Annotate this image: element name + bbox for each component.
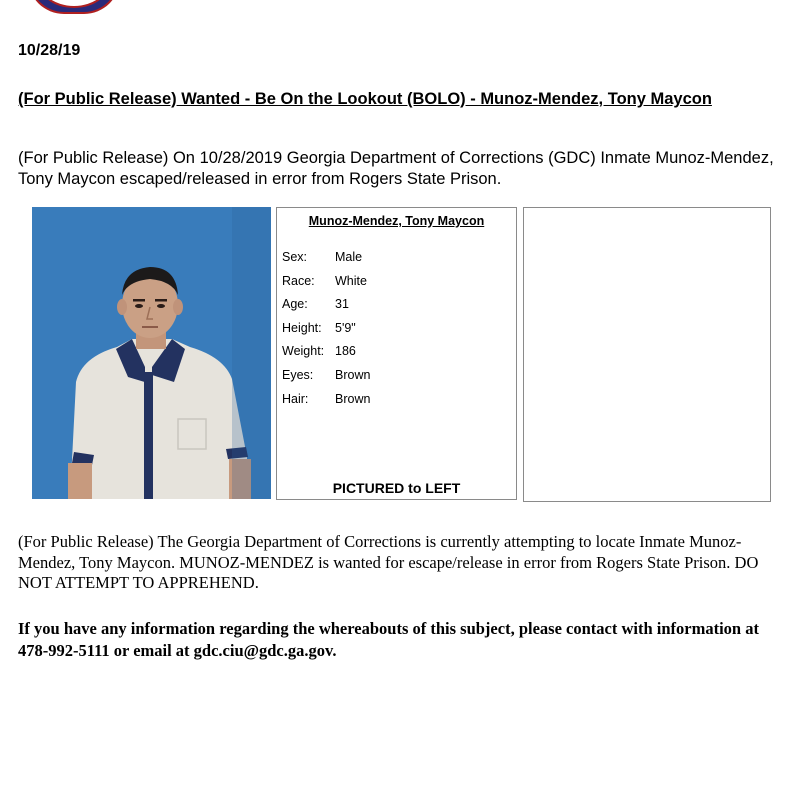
detail-row-weight: [282, 344, 370, 368]
detail-row-sex: [282, 250, 370, 274]
subject-details: [282, 250, 370, 415]
seal-ring: [36, 0, 112, 8]
detail-row-height: [282, 321, 370, 345]
detail-row-race: [282, 274, 370, 298]
detail-value: Brown: [335, 367, 371, 382]
detail-value: 186: [335, 344, 356, 359]
detail-value: Brown: [335, 391, 371, 406]
release-date: 10/28/19: [18, 42, 81, 59]
detail-label: Height:: [282, 320, 322, 335]
contact-paragraph: If you have any information regarding the whereabouts of this subject, please contact with information at 478-992-5111 or email at gdc.ciu@gdc.ga.gov.: [18, 619, 759, 660]
detail-value: 31: [335, 297, 349, 312]
detail-label: Hair:: [282, 391, 309, 406]
detail-row-eyes: [282, 368, 370, 392]
detail-value: White: [335, 273, 367, 288]
detail-row-age: [282, 297, 370, 321]
detail-label: Weight:: [282, 344, 325, 359]
detail-value: 5'9": [335, 320, 356, 335]
subject-name: Munoz-Mendez, Tony Maycon: [308, 214, 485, 228]
secondary-info-box: [523, 207, 771, 502]
detail-label: Age:: [282, 297, 308, 312]
detail-row-hair: [282, 392, 370, 416]
bulletin-headline: (For Public Release) Wanted - Be On the Lookout (BOLO) - Munoz-Mendez, Tony Maycon: [18, 90, 712, 108]
body-paragraph: (For Public Release) The Georgia Department of Corrections is currently attempting to locate Inmate Munoz-Mendez, Tony Maycon. MUNOZ-MENDEZ is wanted for escape/release in error from Rogers State Prison. DO NOT ATTEMPT TO APPREHEND.: [18, 532, 759, 592]
header-banner-clipped: [255, 0, 535, 4]
subject-photo-illustration: [32, 207, 271, 499]
subject-info-box: [276, 207, 517, 500]
detail-label: Race:: [282, 273, 315, 288]
gdc-seal-logo: [28, 0, 120, 14]
detail-value: Male: [335, 250, 363, 264]
detail-label: Eyes:: [282, 367, 314, 382]
detail-label: Sex:: [282, 250, 308, 264]
intro-paragraph: (For Public Release) On 10/28/2019 Georgia Department of Corrections (GDC) Inmate Munoz-Mendez, Tony Maycon escaped/released in error from Rogers State Prison.: [18, 149, 774, 188]
subject-photo: [32, 207, 271, 499]
pictured-note: PICTURED to LEFT: [332, 480, 461, 496]
